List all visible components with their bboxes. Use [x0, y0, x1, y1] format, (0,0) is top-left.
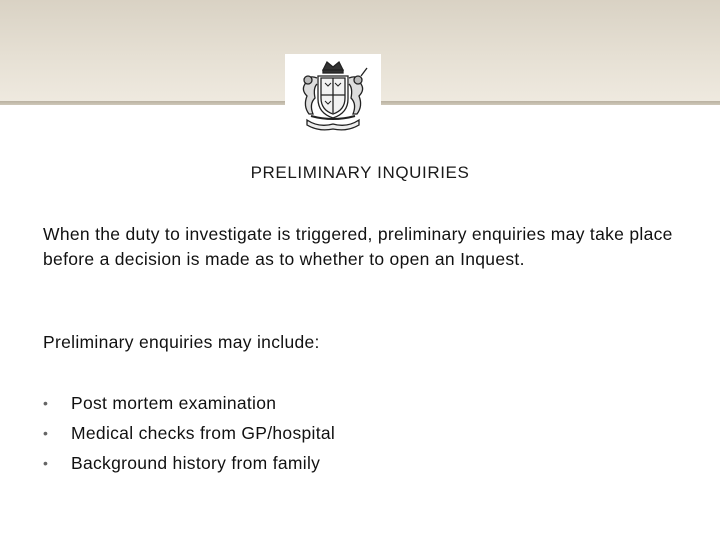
list-item: [43, 451, 683, 481]
list-item-text: Background history from family: [71, 453, 321, 473]
crest-panel: [285, 54, 381, 136]
list-item: [43, 391, 683, 421]
list-item-text: Post mortem examination: [71, 393, 277, 413]
royal-coat-of-arms-icon: [289, 56, 377, 134]
bullet-icon: •: [43, 395, 49, 411]
intro-paragraph: When the duty to investigate is triggered, preliminary enquiries may take place before a decision is made as to whether to open an Inquest.: [43, 224, 673, 269]
list-heading: Preliminary enquiries may include:: [43, 332, 320, 352]
slide-title: PRELIMINARY INQUIRIES: [250, 163, 470, 182]
bullet-icon: •: [43, 425, 49, 441]
list-item-text: Medical checks from GP/hospital: [71, 423, 336, 443]
bullet-icon: •: [43, 455, 49, 471]
list-item: [43, 421, 683, 451]
bullet-list: [43, 391, 683, 481]
